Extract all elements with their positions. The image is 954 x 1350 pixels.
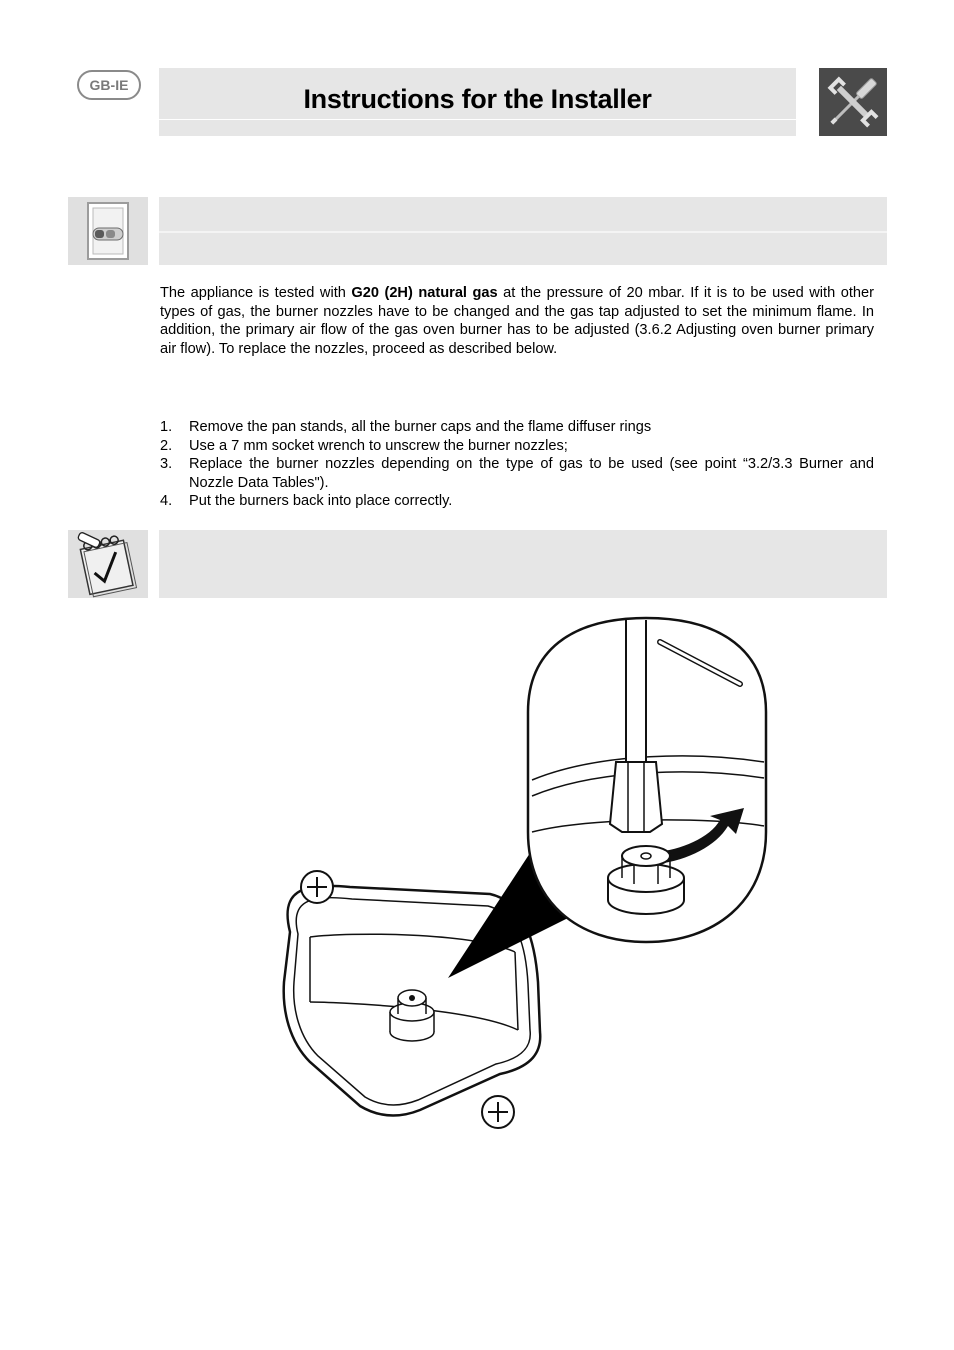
intro-suffix: at the pressure of 20 mbar. If it is to be used with other types of gas, the burner nozzles have to be changed and the gas tap adjusted to set the minimum flame. In addition, the primary air flow of the gas oven burner has to be adjusted (3.6.2 Adjusting oven burner primary air flow). To replace the nozzles, proceed as described below. [160,285,874,357]
note-band [159,530,887,598]
language-badge: GB-IE [77,70,141,100]
title-band-rule [159,119,796,120]
title-band [159,68,796,136]
steps-list [160,418,874,511]
intro-prefix: The appliance is tested with [160,285,352,301]
list-item [160,455,874,492]
screw-icon [301,871,333,903]
step-number: 2. [160,437,173,454]
section-band-rule [159,231,887,233]
step-text: Use a 7 mm socket wrench to unscrew the burner nozzles; [189,437,568,454]
list-item [160,492,874,511]
nozzle-replacement-illustration [270,612,780,1142]
step-number: 4. [160,493,173,509]
wrench-screwdriver-icon [819,68,887,136]
section-heading-band [159,197,887,265]
intro-paragraph [160,284,874,358]
page-title: Instructions for the Installer [303,84,652,114]
step-text: Put the burners back into place correctly. [189,493,453,509]
notepad-check-icon [68,530,148,598]
list-item [160,418,874,437]
gas-tap-icon [68,197,148,265]
gas-type-bold: G20 (2H) natural gas [351,285,498,301]
step-text: Replace the burner nozzles depending on the type of gas to be used (see point “3.2/3.3 Burner and Nozzle Data Tables"). [189,456,874,491]
step-text: Remove the pan stands, all the burner caps and the flame diffuser rings [189,419,652,435]
step-number: 1. [160,419,173,435]
step-number: 3. [160,456,173,472]
list-item [160,437,874,456]
